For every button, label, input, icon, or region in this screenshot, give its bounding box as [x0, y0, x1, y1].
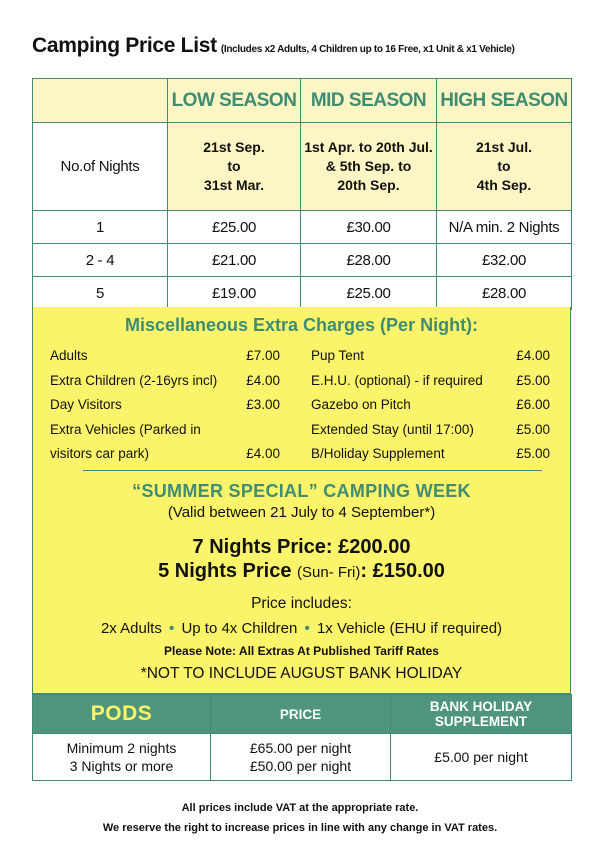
page-subtitle: (Includes x2 Adults, 4 Children up to 16 Free, x1 Unit & x1 Vehicle) [220, 44, 515, 55]
footer-line: All prices include VAT at the appropriate rate. [181, 802, 419, 814]
high-price-cell: £28.00 [437, 277, 572, 310]
mid-season-dates [301, 123, 437, 211]
include-item: Up to 4x Children [181, 620, 298, 637]
pods-supplement-cell: £5.00 per night [391, 734, 572, 781]
nights-cell: 2 - 4 [33, 244, 168, 277]
price-row [33, 277, 572, 310]
pods-nights-cell [33, 734, 211, 781]
charge-price: £6.00 [516, 397, 550, 412]
nights-label: No.of Nights [33, 123, 168, 211]
date-line: 21st Sep. [203, 139, 265, 155]
charge-label: Extended Stay (until 17:00) [311, 421, 474, 437]
mid-price-cell: £28.00 [301, 244, 437, 277]
charge-row [50, 442, 280, 467]
charge-row [311, 369, 550, 394]
charge-label: Extra Vehicles (Parked in [50, 421, 201, 437]
pods-body-row [33, 734, 572, 781]
include-item: 2x Adults [100, 620, 162, 637]
nights-cell: 5 [33, 277, 168, 310]
pods-price-line: £65.00 per night [249, 740, 352, 756]
tariff-note: Please Note: All Extras At Published Tariff Rates [164, 644, 439, 658]
pods-title: PODS [33, 695, 211, 734]
high-price-cell: N/A min. 2 Nights [437, 211, 572, 244]
pods-header-row [33, 695, 572, 734]
page-header [32, 34, 577, 58]
charge-price: £5.00 [516, 421, 550, 437]
page-title: Camping Price List [32, 34, 217, 57]
charge-row [50, 418, 280, 443]
footer [0, 798, 600, 838]
seven-nights-price: 7 Nights Price: £200.00 [192, 536, 411, 558]
charge-price: £5.00 [516, 372, 550, 388]
date-line: to [227, 158, 241, 174]
charge-label: Pup Tent [311, 348, 365, 363]
bullet-icon: • [169, 620, 175, 637]
charge-row [50, 369, 280, 394]
summer-special-validity: (Valid between 21 July to 4 September*) [167, 504, 436, 521]
charge-label: B/Holiday Supplement [311, 446, 445, 461]
charge-price: £4.00 [246, 372, 280, 388]
pods-nights-line: 3 Nights or more [69, 758, 174, 774]
date-line: 1st Apr. to 20th Jul. [304, 139, 433, 155]
low-price-cell: £19.00 [168, 277, 301, 310]
high-season-dates [437, 123, 572, 211]
mid-season-header: MID SEASON [301, 79, 437, 123]
charge-row [311, 393, 550, 418]
charge-price: £7.00 [246, 348, 280, 363]
date-line: & 5th Sep. to [325, 158, 412, 174]
misc-charges-left [50, 344, 280, 467]
charge-price: £4.00 [516, 348, 550, 363]
section-divider [83, 470, 542, 471]
price-includes-list [33, 620, 570, 637]
high-season-header: HIGH SEASON [437, 79, 572, 123]
include-item: 1x Vehicle (EHU if required) [316, 620, 503, 637]
supplement-header-line: BANK HOLIDAY [429, 699, 533, 714]
charge-label: Gazebo on Pitch [311, 397, 411, 412]
date-line: 21st Jul. [475, 139, 533, 155]
charge-row [50, 393, 280, 418]
bank-holiday-exclusion: *NOT TO INCLUDE AUGUST BANK HOLIDAY [140, 665, 463, 682]
charge-label: Adults [50, 348, 88, 363]
charge-row [311, 442, 550, 467]
low-price-cell: £21.00 [168, 244, 301, 277]
five-nights-days: (Sun- Fri) [297, 564, 361, 581]
pods-price-line: £50.00 per night [249, 758, 352, 774]
high-price-cell: £32.00 [437, 244, 572, 277]
extras-panel [32, 307, 571, 694]
charge-label: visitors car park) [50, 446, 150, 461]
price-row [33, 211, 572, 244]
pods-table [32, 694, 572, 781]
misc-charges-right [311, 344, 550, 467]
season-header-row [33, 79, 572, 123]
misc-charges-title: Miscellaneous Extra Charges (Per Night): [124, 315, 479, 335]
date-line: 31st Mar. [204, 177, 264, 193]
pods-supplement-header [391, 695, 572, 734]
nights-cell: 1 [33, 211, 168, 244]
supplement-header-line: SUPPLEMENT [434, 714, 528, 729]
pods-price-cell [211, 734, 391, 781]
mid-price-cell: £25.00 [301, 277, 437, 310]
charge-label: Extra Children (2-16yrs incl) [50, 372, 218, 388]
charge-row [50, 344, 280, 369]
five-nights-amount: : £150.00 [360, 560, 445, 582]
charge-row [311, 418, 550, 443]
low-price-cell: £25.00 [168, 211, 301, 244]
charge-label: Day Visitors [50, 397, 122, 412]
date-line: 4th Sep. [476, 177, 532, 193]
pods-price-header: PRICE [211, 695, 391, 734]
charge-row [311, 344, 550, 369]
date-line: to [497, 158, 511, 174]
season-dates-row [33, 123, 572, 211]
mid-price-cell: £30.00 [301, 211, 437, 244]
five-nights-price [33, 560, 570, 583]
price-row [33, 244, 572, 277]
price-includes-title: Price includes: [251, 595, 352, 612]
five-nights-label: 5 Nights Price [158, 560, 298, 582]
charge-price: £5.00 [516, 446, 550, 461]
charge-price: £4.00 [246, 446, 280, 461]
charge-label: E.H.U. (optional) - if required [311, 372, 483, 388]
price-table [32, 78, 572, 310]
summer-special-title: “SUMMER SPECIAL” CAMPING WEEK [132, 481, 471, 501]
blank-header-cell [33, 79, 168, 123]
footer-line: We reserve the right to increase prices in line with any change in VAT rates. [102, 822, 498, 834]
low-season-header: LOW SEASON [168, 79, 301, 123]
low-season-dates [168, 123, 301, 211]
pods-nights-line: Minimum 2 nights [66, 740, 177, 756]
date-line: 20th Sep. [337, 177, 400, 193]
bullet-icon: • [304, 620, 310, 637]
charge-price: £3.00 [246, 397, 280, 412]
